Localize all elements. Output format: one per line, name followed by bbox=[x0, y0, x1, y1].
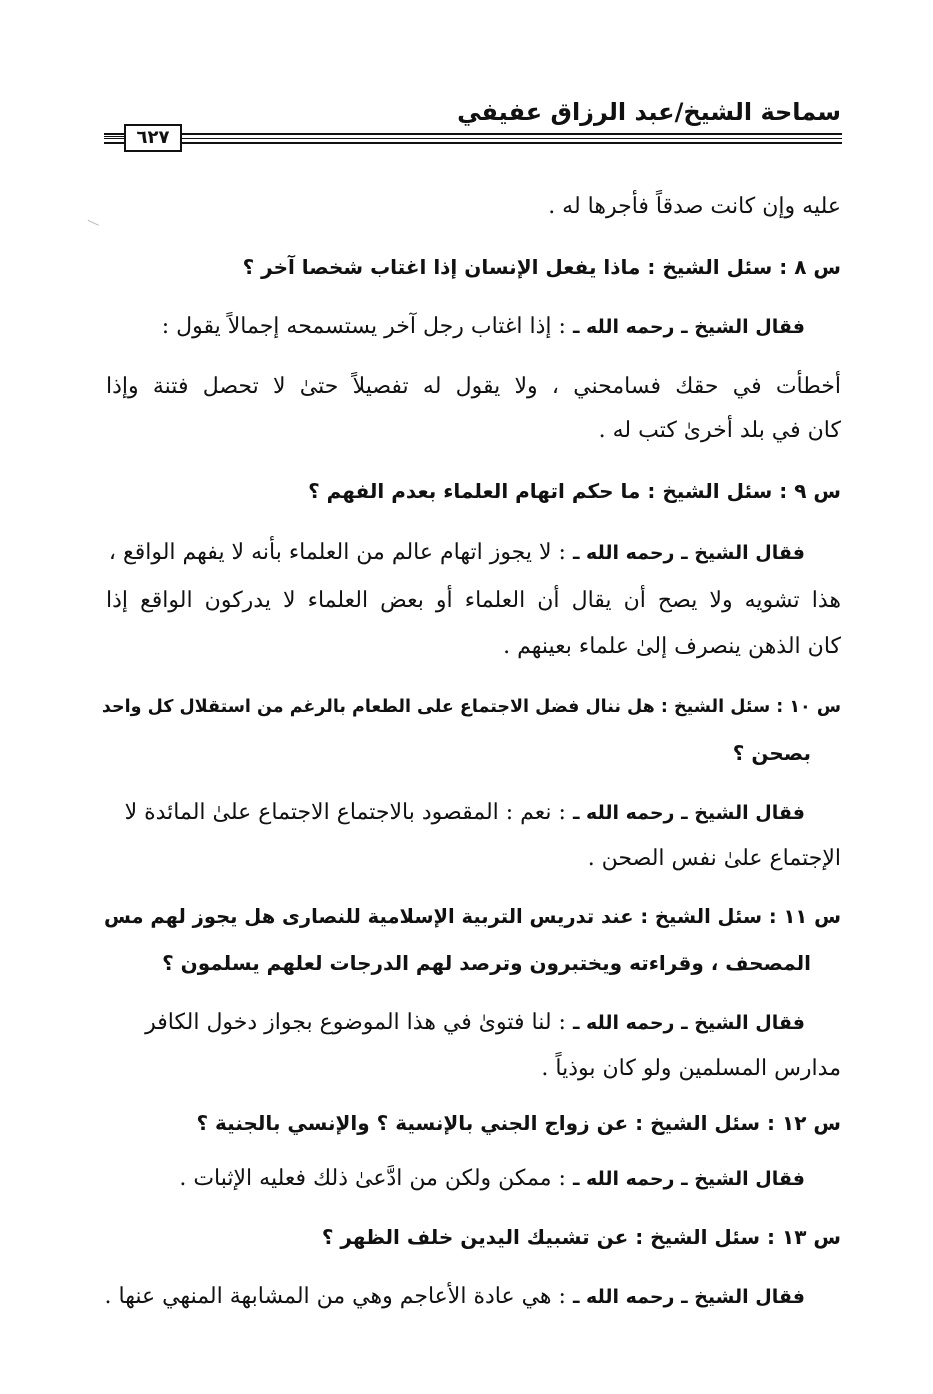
answer-lead: فقال الشيخ ـ رحمه الله ـ bbox=[572, 542, 805, 564]
running-title: سماحة الشيخ/عبد الرزاق عفيفي bbox=[457, 98, 841, 126]
answer-text: : لنا فتوىٰ في هذا الموضوع بجواز دخول الكافر bbox=[145, 1010, 566, 1035]
question-8: س ٨ : سئل الشيخ : ماذا يفعل الإنسان إذا اغتاب شخصا آخر ؟ bbox=[242, 255, 841, 279]
question-13: س ١٣ : سئل الشيخ : عن تشبيك اليدين خلف الظهر ؟ bbox=[321, 1225, 841, 1249]
answer-9-line-1 bbox=[109, 536, 805, 570]
answer-9-line-3: كان الذهن ينصرف إلىٰ علماء بعينهم . bbox=[503, 634, 841, 659]
answer-9-line-2: هذا تشويه ولا يصح أن يقال أن العلماء أو بعض العلماء لا يدركون الواقع إذا bbox=[106, 588, 841, 613]
question-11-line-2: المصحف ، وقراءته ويختبرون وترصد لهم الدرجات لعلهم يسلمون ؟ bbox=[162, 951, 811, 975]
question-11-line-1: س ١١ : سئل الشيخ : عند تدريس التربية الإسلامية للنصارى هل يجوز لهم مس bbox=[103, 905, 841, 928]
question-10-line-2: بصحن ؟ bbox=[732, 741, 811, 765]
answer-text: : لا يجوز اتهام عالم من العلماء بأنه لا يفهم الواقع ، bbox=[108, 540, 566, 565]
question-12: س ١٢ : سئل الشيخ : عن زواج الجني بالإنسية ؟ والإنسي بالجنية ؟ bbox=[196, 1111, 841, 1135]
answer-text: : ممكن ولكن من ادَّعىٰ ذلك فعليه الإثبات . bbox=[179, 1166, 566, 1191]
header-rule-end bbox=[104, 136, 124, 143]
answer-text: : هي عادة الأعاجم وهي من المشابهة المنهي عنها . bbox=[104, 1284, 566, 1309]
answer-8-line-3: كان في بلد أخرىٰ كتب له . bbox=[598, 418, 841, 443]
answer-8-line-1 bbox=[162, 310, 805, 344]
scan-mark bbox=[85, 220, 99, 231]
answer-lead: فقال الشيخ ـ رحمه الله ـ bbox=[572, 1012, 805, 1034]
question-9: س ٩ : سئل الشيخ : ما حكم اتهام العلماء بعدم الفهم ؟ bbox=[308, 479, 841, 503]
page-number: ٦٢٧ bbox=[124, 124, 182, 152]
answer-lead: فقال الشيخ ـ رحمه الله ـ bbox=[572, 1168, 805, 1190]
answer-lead: فقال الشيخ ـ رحمه الله ـ bbox=[572, 316, 805, 338]
answer-12 bbox=[179, 1162, 805, 1196]
answer-8-line-2: أخطأت في حقك فسامحني ، ولا يقول له تفصيلاً حتىٰ لا تحصل فتنة وإذا bbox=[106, 374, 841, 399]
header-rule bbox=[104, 133, 842, 144]
answer-10-line-2: الإجتماع علىٰ نفس الصحن . bbox=[587, 846, 841, 871]
answer-lead: فقال الشيخ ـ رحمه الله ـ bbox=[572, 1286, 805, 1308]
answer-13 bbox=[105, 1280, 806, 1314]
answer-11-line-1 bbox=[145, 1006, 805, 1040]
question-10-line-1: س ١٠ : سئل الشيخ : هل ننال فضل الاجتماع على الطعام بالرغم من استقلال كل واحد bbox=[101, 697, 841, 717]
answer-text: : نعم : المقصود بالاجتماع الاجتماع علىٰ المائدة لا bbox=[124, 800, 566, 825]
answer-11-line-2: مدارس المسلمين ولو كان بوذياً . bbox=[541, 1056, 841, 1081]
answer-lead: فقال الشيخ ـ رحمه الله ـ bbox=[572, 802, 805, 824]
answer-10-line-1 bbox=[125, 796, 805, 830]
text-line: عليه وإن كانت صدقاً فأجرها له . bbox=[548, 194, 841, 219]
answer-text: : إذا اغتاب رجل آخر يستسمحه إجمالاً يقول : bbox=[161, 314, 566, 339]
